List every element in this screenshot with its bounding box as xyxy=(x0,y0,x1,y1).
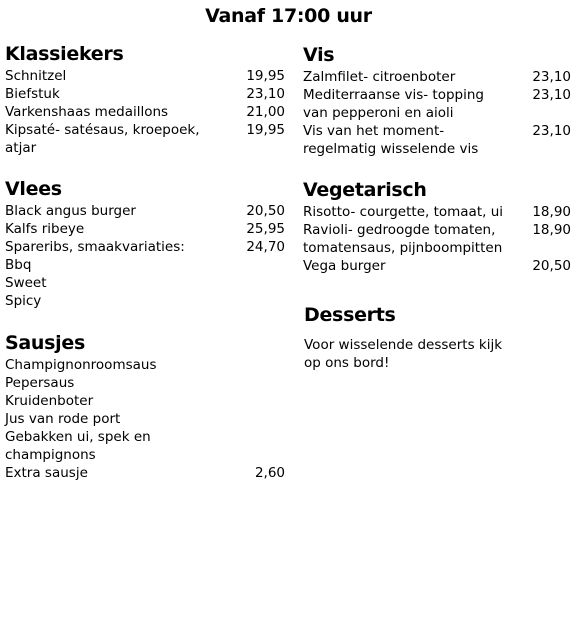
menu-item-name: van pepperoni en aioli xyxy=(303,105,454,121)
menu-item-price: 23,10 xyxy=(532,87,571,103)
menu-item-name: Kruidenboter xyxy=(5,393,94,409)
menu-item-name: atjar xyxy=(5,140,37,156)
menu-item-name: Spicy xyxy=(5,293,42,309)
menu-item xyxy=(5,256,285,274)
menu-item-name: Vis van het moment- xyxy=(303,123,445,139)
section-title-desserts: Desserts xyxy=(304,304,396,326)
menu-item xyxy=(5,464,285,482)
desserts-note-line: Voor wisselende desserts kijk xyxy=(304,337,503,353)
menu-item xyxy=(5,410,285,428)
menu-item xyxy=(303,68,571,86)
menu-item xyxy=(303,86,571,104)
menu-item-name: Zalmfilet- citroenboter xyxy=(303,69,456,85)
menu-item-name: Kipsaté- satésaus, kroepoek, xyxy=(5,122,200,138)
menu-item-price: 25,95 xyxy=(246,221,285,237)
menu-item-name: Spareribs, smaakvariaties: xyxy=(5,239,185,255)
menu-item-price: 20,50 xyxy=(246,203,285,219)
desserts-note-line: op ons bord! xyxy=(304,355,390,371)
menu-item-price: 18,90 xyxy=(532,204,571,220)
menu-item-name: tomatensaus, pijnboompitten xyxy=(303,240,503,256)
menu-item xyxy=(5,274,285,292)
menu-item-name: Sweet xyxy=(5,275,47,291)
menu-item-price: 20,50 xyxy=(532,258,571,274)
menu-item-name: Bbq xyxy=(5,257,32,273)
section-sausjes xyxy=(5,330,285,482)
section-title-vegetarisch: Vegetarisch xyxy=(303,179,427,201)
menu-item xyxy=(303,203,571,221)
section-title-vlees: Vlees xyxy=(5,178,62,200)
menu-item-name: Schnitzel xyxy=(5,68,67,84)
menu-item xyxy=(5,446,285,464)
menu-item xyxy=(5,428,285,446)
section-title-vis: Vis xyxy=(303,44,335,66)
menu-item-price: 19,95 xyxy=(246,122,285,138)
menu-item-price: 23,10 xyxy=(532,69,571,85)
menu-item-price: 19,95 xyxy=(246,68,285,84)
menu-item xyxy=(5,374,285,392)
section-title-klassiekers: Klassiekers xyxy=(5,43,124,65)
section-vlees xyxy=(5,176,285,310)
menu-item-name: Champignonroomsaus xyxy=(5,357,157,373)
menu-item-name: Kalfs ribeye xyxy=(5,221,85,237)
menu-item-name: Biefstuk xyxy=(5,86,60,102)
section-title-sausjes: Sausjes xyxy=(5,332,85,354)
menu-item xyxy=(5,139,285,157)
menu-item-name: Jus van rode port xyxy=(5,411,121,427)
menu-item-price: 21,00 xyxy=(246,104,285,120)
section-vegetarisch xyxy=(303,177,571,275)
section-desserts xyxy=(304,302,572,372)
menu-item xyxy=(5,67,285,85)
menu-item-name: Extra sausje xyxy=(5,465,88,481)
menu-item-price: 24,70 xyxy=(246,239,285,255)
menu-item-name: regelmatig wisselende vis xyxy=(303,141,479,157)
menu-item-price: 23,10 xyxy=(246,86,285,102)
menu-item-name: Mediterraanse vis- topping xyxy=(303,87,484,103)
menu-item xyxy=(5,121,285,139)
menu-item-name: Vega burger xyxy=(303,258,386,274)
section-vis xyxy=(303,42,571,158)
menu-item-name: Ravioli- gedroogde tomaten, xyxy=(303,222,496,238)
page-title: Vanaf 17:00 uur xyxy=(205,5,372,27)
menu-item xyxy=(303,257,571,275)
menu-item xyxy=(5,238,285,256)
menu-item-name: Black angus burger xyxy=(5,203,136,219)
menu-item xyxy=(303,221,571,239)
menu-item xyxy=(303,239,571,257)
menu-item xyxy=(303,140,571,158)
menu-item xyxy=(303,104,571,122)
menu-item xyxy=(5,202,285,220)
menu-item-name: champignons xyxy=(5,447,96,463)
section-klassiekers xyxy=(5,41,285,157)
menu-item-name: Varkenshaas medaillons xyxy=(5,104,169,120)
menu-item-price: 18,90 xyxy=(532,222,571,238)
menu-item xyxy=(5,85,285,103)
menu-item xyxy=(5,103,285,121)
menu-item xyxy=(5,392,285,410)
menu-item xyxy=(5,220,285,238)
menu-item xyxy=(5,292,285,310)
menu-item xyxy=(303,122,571,140)
menu-item-price: 23,10 xyxy=(532,123,571,139)
menu-item-name: Pepersaus xyxy=(5,375,75,391)
menu-item-price: 2,60 xyxy=(254,465,285,481)
menu-item xyxy=(5,356,285,374)
menu-item-name: Risotto- courgette, tomaat, ui xyxy=(303,204,504,220)
menu-item-name: Gebakken ui, spek en xyxy=(5,429,151,445)
